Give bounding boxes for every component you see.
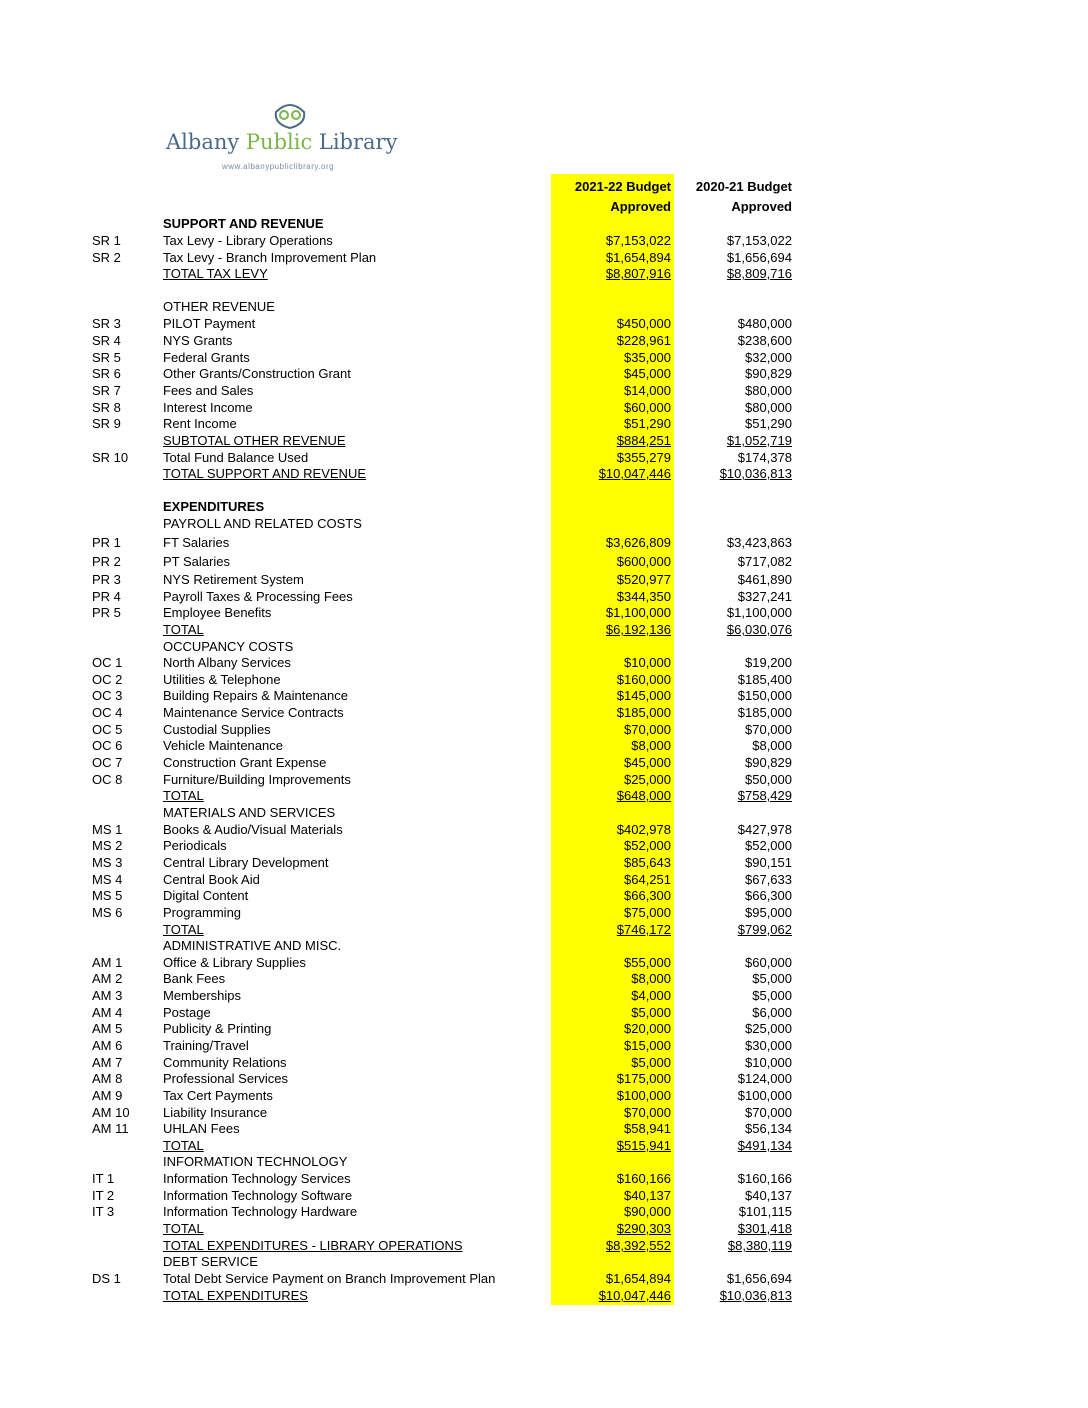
line-label: Information Technology Services [163,1171,351,1186]
value-2020-21: $10,036,813 [719,1288,792,1303]
value-2020-21: $100,000 [737,1088,792,1103]
budget-row [0,1170,1088,1187]
line-code: AM 9 [92,1088,123,1103]
value-2021-22: $450,000 [616,316,671,331]
line-label: TOTAL [163,622,204,637]
line-code: OC 1 [92,655,123,670]
owl-logo-icon [272,100,308,130]
line-label: Tax Levy - Branch Improvement Plan [163,250,377,265]
value-2021-22: $40,137 [624,1188,671,1203]
budget-row [0,265,1088,282]
value-2020-21: $19,200 [745,655,792,670]
value-2021-22: $8,392,552 [605,1238,671,1253]
line-code: OC 4 [92,705,123,720]
budget-row [0,1054,1088,1071]
value-2020-21: $174,378 [737,450,792,465]
budget-row [0,415,1088,432]
value-2020-21: $427,978 [737,822,792,837]
value-2021-22: $8,000 [631,971,671,986]
budget-row [0,1037,1088,1054]
value-2020-21: $95,000 [745,905,792,920]
line-label: TOTAL [163,1221,204,1236]
budget-row [0,232,1088,249]
line-code: PR 2 [92,554,121,569]
value-2020-21: $7,153,022 [726,233,792,248]
value-2021-22: $35,000 [624,350,671,365]
value-2021-22: $8,807,916 [605,266,671,281]
line-label: OCCUPANCY COSTS [163,639,294,654]
line-label: Office & Library Supplies [163,955,306,970]
value-2020-21: $3,423,863 [726,535,792,550]
logo-wordmark: Albany Public Library [166,130,398,154]
line-code: SR 7 [92,383,121,398]
value-2021-22: $100,000 [616,1088,671,1103]
line-code: PR 5 [92,605,121,620]
line-label: UHLAN Fees [163,1121,240,1136]
line-label: Tax Cert Payments [163,1088,273,1103]
line-label: TOTAL EXPENDITURES [163,1288,308,1303]
value-2020-21: $327,241 [737,589,792,604]
budget-row [0,654,1088,671]
line-code: SR 3 [92,316,121,331]
line-code: MS 1 [92,822,123,837]
line-label: PILOT Payment [163,316,256,331]
budget-row [0,687,1088,704]
line-label: Maintenance Service Contracts [163,705,344,720]
line-label: Building Repairs & Maintenance [163,688,348,703]
line-code: AM 6 [92,1038,123,1053]
line-label: SUBTOTAL OTHER REVENUE [163,433,346,448]
line-label: NYS Grants [163,333,233,348]
line-label: Books & Audio/Visual Materials [163,822,343,837]
line-code: AM 11 [92,1121,129,1136]
line-label: INFORMATION TECHNOLOGY [163,1154,348,1169]
line-code: PR 1 [92,535,121,550]
value-2021-22: $45,000 [624,366,671,381]
line-code: IT 2 [92,1188,115,1203]
line-label: SUPPORT AND REVENUE [163,216,324,231]
value-2020-21: $5,000 [752,971,792,986]
budget-row [0,1120,1088,1137]
value-2021-22: $520,977 [616,572,671,587]
budget-row [0,1187,1088,1204]
budget-row [0,787,1088,804]
value-2021-22: $6,192,136 [605,622,671,637]
line-label: Rent Income [163,416,237,431]
budget-row [0,382,1088,399]
value-2020-21: $461,890 [737,572,792,587]
budget-row [0,887,1088,904]
line-code: MS 3 [92,855,123,870]
line-code: MS 6 [92,905,123,920]
value-2020-21: $491,134 [737,1138,792,1153]
budget-row [0,721,1088,738]
value-2021-22: $600,000 [616,554,671,569]
value-2021-22: $7,153,022 [605,233,671,248]
budget-row [0,1104,1088,1121]
value-2020-21: $10,000 [745,1055,792,1070]
budget-row [0,315,1088,332]
line-label: NYS Retirement System [163,572,304,587]
line-code: DS 1 [92,1271,121,1286]
budget-row [0,704,1088,721]
value-2020-21: $40,137 [745,1188,792,1203]
value-2021-22: $228,961 [616,333,671,348]
line-label: Information Technology Hardware [163,1204,358,1219]
value-2020-21: $6,000 [752,1005,792,1020]
budget-row [0,671,1088,688]
value-2021-22: $8,000 [631,738,671,753]
value-2020-21: $1,100,000 [726,605,792,620]
header-2021-approved: Approved [610,199,671,214]
value-2021-22: $4,000 [631,988,671,1003]
value-2020-21: $50,000 [745,772,792,787]
value-2020-21: $80,000 [745,400,792,415]
value-2021-22: $51,290 [624,416,671,431]
value-2021-22: $20,000 [624,1021,671,1036]
line-label: Total Debt Service Payment on Branch Improvement Plan [163,1271,496,1286]
header-2020-budget: 2020-21 Budget [695,179,792,194]
value-2020-21: $51,290 [745,416,792,431]
value-2021-22: $52,000 [624,838,671,853]
value-2021-22: $1,654,894 [605,250,671,265]
budget-row [0,737,1088,754]
line-code: SR 5 [92,350,121,365]
value-2020-21: $30,000 [745,1038,792,1053]
value-2020-21: $8,809,716 [726,266,792,281]
value-2021-22: $648,000 [616,788,671,803]
value-2021-22: $160,166 [616,1171,671,1186]
budget-row [0,621,1088,638]
budget-row [0,298,1088,315]
budget-row [0,1087,1088,1104]
budget-row [0,349,1088,366]
value-2020-21: $185,400 [737,672,792,687]
budget-row [0,937,1088,954]
line-code: OC 6 [92,738,123,753]
value-2021-22: $25,000 [624,772,671,787]
value-2021-22: $5,000 [631,1005,671,1020]
budget-row [0,1153,1088,1170]
line-label: Central Book Aid [163,872,260,887]
value-2020-21: $70,000 [745,722,792,737]
line-label: Tax Levy - Library Operations [163,233,333,248]
value-2021-22: $85,643 [624,855,671,870]
line-label: Total Fund Balance Used [163,450,309,465]
budget-row [0,515,1088,532]
line-code: AM 1 [92,955,123,970]
budget-row [0,1004,1088,1021]
line-label: TOTAL [163,788,204,803]
value-2020-21: $8,380,119 [727,1238,792,1253]
value-2020-21: $25,000 [745,1021,792,1036]
budget-row [0,954,1088,971]
value-2020-21: $80,000 [745,383,792,398]
line-label: Vehicle Maintenance [163,738,283,753]
line-label: TOTAL SUPPORT AND REVENUE [163,466,366,481]
value-2020-21: $185,000 [737,705,792,720]
value-2021-22: $58,941 [624,1121,671,1136]
line-label: Community Relations [163,1055,287,1070]
line-code: AM 2 [92,971,123,986]
value-2021-22: $90,000 [624,1204,671,1219]
value-2021-22: $3,626,809 [605,535,671,550]
line-code: IT 1 [92,1171,115,1186]
value-2021-22: $185,000 [616,705,671,720]
value-2021-22: $66,300 [624,888,671,903]
value-2020-21: $32,000 [745,350,792,365]
value-2021-22: $1,654,894 [605,1271,671,1286]
line-code: AM 7 [92,1055,123,1070]
line-label: Construction Grant Expense [163,755,327,770]
line-label: Periodicals [163,838,227,853]
line-label: Utilities & Telephone [163,672,281,687]
line-label: Programming [163,905,242,920]
budget-row [0,399,1088,416]
value-2021-22: $45,000 [624,755,671,770]
budget-row [0,215,1088,232]
value-2020-21: $1,052,719 [726,433,792,448]
line-label: Memberships [163,988,242,1003]
value-2021-22: $175,000 [616,1071,671,1086]
value-2020-21: $799,062 [737,922,792,937]
line-code: SR 6 [92,366,121,381]
line-label: Employee Benefits [163,605,272,620]
value-2021-22: $355,279 [616,450,671,465]
budget-row [0,534,1088,551]
line-label: Central Library Development [163,855,329,870]
budget-row [0,987,1088,1004]
value-2020-21: $90,829 [745,755,792,770]
line-label: FT Salaries [163,535,230,550]
value-2021-22: $884,251 [616,433,671,448]
line-label: MATERIALS AND SERVICES [163,805,336,820]
budget-row [0,249,1088,266]
value-2021-22: $64,251 [624,872,671,887]
line-label: Other Grants/Construction Grant [163,366,351,381]
value-2020-21: $1,656,694 [726,1271,792,1286]
value-2020-21: $67,633 [745,872,792,887]
line-code: SR 2 [92,250,121,265]
budget-row [0,365,1088,382]
budget-row [0,638,1088,655]
line-label: Interest Income [163,400,253,415]
value-2021-22: $10,047,446 [598,1288,671,1303]
budget-row [0,604,1088,621]
line-label: Publicity & Printing [163,1021,272,1036]
budget-row [0,449,1088,466]
line-code: IT 3 [92,1204,115,1219]
line-code: MS 2 [92,838,123,853]
budget-row [0,821,1088,838]
value-2021-22: $1,100,000 [605,605,671,620]
value-2021-22: $5,000 [631,1055,671,1070]
line-label: DEBT SERVICE [163,1254,258,1269]
value-2020-21: $1,656,694 [726,250,792,265]
column-header-line2 [0,198,1088,215]
header-2020-approved: Approved [731,199,792,214]
value-2020-21: $717,082 [737,554,792,569]
line-label: Bank Fees [163,971,226,986]
budget-row [0,804,1088,821]
line-code: SR 8 [92,400,121,415]
line-code: OC 7 [92,755,123,770]
line-label: Fees and Sales [163,383,254,398]
value-2021-22: $70,000 [624,1105,671,1120]
value-2021-22: $344,350 [616,589,671,604]
value-2021-22: $402,978 [616,822,671,837]
line-code: OC 3 [92,688,123,703]
line-code: SR 1 [92,233,121,248]
budget-row [0,854,1088,871]
budget-row [0,1020,1088,1037]
line-code: PR 4 [92,589,121,604]
line-label: TOTAL [163,1138,204,1153]
value-2021-22: $70,000 [624,722,671,737]
line-label: Liability Insurance [163,1105,268,1120]
budget-row [0,1270,1088,1287]
budget-row [0,553,1088,570]
value-2020-21: $238,600 [737,333,792,348]
line-label: Furniture/Building Improvements [163,772,351,787]
line-label: North Albany Services [163,655,291,670]
line-code: PR 3 [92,572,121,587]
budget-row [0,1237,1088,1254]
value-2020-21: $66,300 [745,888,792,903]
line-label: PT Salaries [163,554,230,569]
line-code: OC 8 [92,772,123,787]
column-header-line1 [0,178,1088,195]
value-2021-22: $290,303 [616,1221,671,1236]
budget-row [0,1203,1088,1220]
value-2021-22: $75,000 [624,905,671,920]
value-2021-22: $15,000 [624,1038,671,1053]
value-2020-21: $6,030,076 [726,622,792,637]
budget-row [0,871,1088,888]
budget-row [0,904,1088,921]
line-label: Professional Services [163,1071,288,1086]
budget-row [0,498,1088,515]
header-2021-budget: 2021-22 Budget [574,179,671,194]
value-2020-21: $70,000 [745,1105,792,1120]
value-2020-21: $758,429 [737,788,792,803]
line-label: EXPENDITURES [163,499,265,514]
value-2021-22: $160,000 [616,672,671,687]
line-label: Payroll Taxes & Processing Fees [163,589,353,604]
budget-row [0,771,1088,788]
budget-row [0,332,1088,349]
budget-row [0,1287,1088,1304]
budget-row [0,970,1088,987]
budget-row [0,588,1088,605]
line-code: MS 5 [92,888,123,903]
line-code: SR 9 [92,416,121,431]
line-label: ADMINISTRATIVE AND MISC. [163,938,342,953]
value-2021-22: $746,172 [616,922,671,937]
budget-row [0,1070,1088,1087]
budget-row [0,1137,1088,1154]
line-label: TOTAL EXPENDITURES - LIBRARY OPERATIONS [163,1238,463,1253]
line-label: Postage [163,1005,211,1020]
value-2020-21: $8,000 [752,738,792,753]
value-2020-21: $5,000 [752,988,792,1003]
value-2020-21: $10,036,813 [719,466,792,481]
budget-row [0,921,1088,938]
value-2020-21: $90,151 [745,855,792,870]
line-label: Custodial Supplies [163,722,271,737]
budget-row [0,1253,1088,1270]
value-2020-21: $301,418 [737,1221,792,1236]
value-2021-22: $145,000 [616,688,671,703]
line-label: Federal Grants [163,350,250,365]
line-code: SR 10 [92,450,129,465]
value-2021-22: $10,000 [624,655,671,670]
line-code: AM 3 [92,988,123,1003]
budget-row [0,432,1088,449]
value-2021-22: $60,000 [624,400,671,415]
line-code: AM 8 [92,1071,123,1086]
line-code: OC 2 [92,672,123,687]
value-2020-21: $90,829 [745,366,792,381]
line-code: AM 10 [92,1105,130,1120]
value-2020-21: $60,000 [745,955,792,970]
value-2021-22: $55,000 [624,955,671,970]
line-label: PAYROLL AND RELATED COSTS [163,516,362,531]
value-2020-21: $160,166 [737,1171,792,1186]
value-2021-22: $14,000 [624,383,671,398]
budget-row [0,1220,1088,1237]
line-label: TOTAL TAX LEVY [163,266,268,281]
budget-row [0,837,1088,854]
line-code: AM 4 [92,1005,123,1020]
value-2020-21: $52,000 [745,838,792,853]
line-code: AM 5 [92,1021,123,1036]
value-2021-22: $515,941 [616,1138,671,1153]
budget-row [0,571,1088,588]
value-2020-21: $124,000 [737,1071,792,1086]
value-2021-22: $10,047,446 [598,466,671,481]
value-2020-21: $480,000 [737,316,792,331]
line-code: OC 5 [92,722,123,737]
line-label: Training/Travel [163,1038,249,1053]
line-code: SR 4 [92,333,121,348]
budget-row [0,465,1088,482]
value-2020-21: $101,115 [738,1204,792,1219]
line-code: MS 4 [92,872,123,887]
value-2020-21: $150,000 [737,688,792,703]
budget-row [0,754,1088,771]
library-logo [166,100,416,175]
line-label: OTHER REVENUE [163,299,275,314]
line-label: Information Technology Software [163,1188,353,1203]
line-label: TOTAL [163,922,204,937]
logo-url: www.albanypubliclibrary.org [222,162,335,171]
value-2020-21: $56,134 [745,1121,792,1136]
line-label: Digital Content [163,888,249,903]
